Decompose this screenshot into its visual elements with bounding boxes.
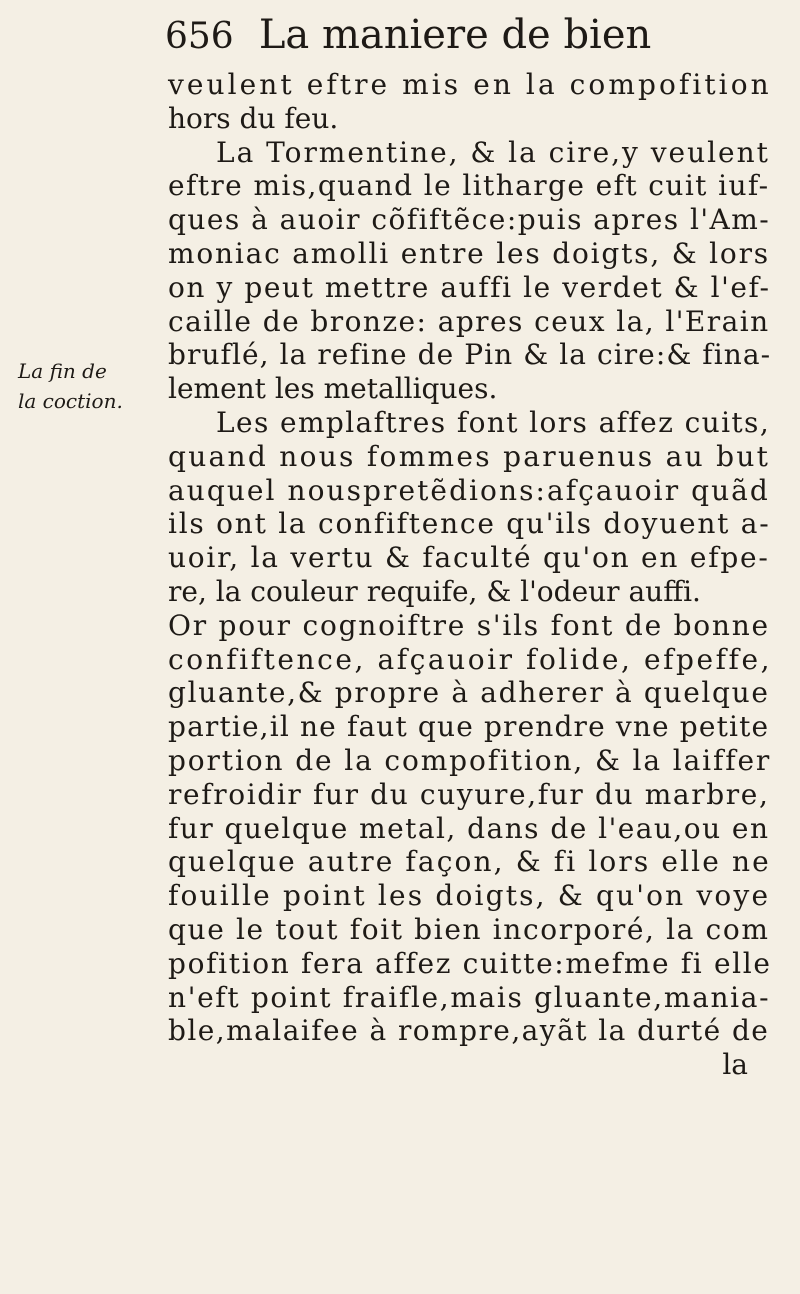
text-line: auquel nouspretẽdions:afçauoir quãd (168, 473, 770, 507)
text-line: pofition fera affez cuitte:mefme fi elle (168, 946, 772, 980)
text-line: caille de bronze: apres ceux la, l'Erain (168, 304, 770, 338)
text-line: fur quelque metal, dans de l'eau,ou en (168, 811, 770, 845)
text-line: gluante,& propre à adherer à quelque (168, 676, 770, 710)
text-line: veulent eftre mis en la compofition (168, 68, 772, 101)
text-line: confiftence, afçauoir folide, efpeffe, (168, 642, 773, 676)
running-title: La maniere de bien (258, 12, 652, 58)
page-number: 656 (165, 16, 234, 57)
text-line: fouille point les doigts, & qu'on voye (168, 879, 771, 913)
catchword: la (722, 1048, 748, 1082)
text-line: eftre mis,quand le litharge eft cuit iuf- (168, 169, 770, 203)
text-line: n'eft point fraifle,mais gluante,mania- (168, 980, 771, 1014)
margin-note (18, 356, 123, 416)
text-line: re, la couleur requife, & l'odeur auffi. (168, 574, 701, 608)
text-line: ils ont la confiftence qu'ils doyuent a- (168, 507, 771, 541)
text-line: on y peut mettre auffi le verdet & l'ef- (168, 270, 771, 304)
text-line: partie,il ne faut que prendre vne petite (168, 710, 770, 744)
text-line: refroidir fur du cuyure,fur du marbre, (168, 777, 770, 811)
text-line: hors du feu. (168, 101, 339, 135)
margin-note-line: la coction. (18, 389, 123, 413)
text-line: Les emplaftres font lors affez cuits, (216, 405, 771, 439)
text-line: moniac amolli entre les doigts, & lors (168, 236, 770, 270)
text-line: uoir, la vertu & faculté qu'on en efpe- (168, 541, 770, 575)
text-line: Or pour cognoiftre s'ils font de bonne (168, 608, 770, 642)
text-line: que le tout foit bien incorporé, la com (168, 912, 770, 946)
text-line: portion de la compofition, & la laiffer (168, 743, 772, 777)
text-line: ble,malaifee à rompre,ayãt la durté de (168, 1014, 770, 1048)
text-line: quand nous fommes paruenus au but (168, 439, 771, 473)
text-line: lement les metalliques. (168, 372, 498, 406)
text-line: ques à auoir cõfiftẽce:puis apres l'Am- (168, 203, 771, 237)
text-line: quelque autre façon, & fi lors elle ne (168, 845, 771, 879)
page-header (165, 12, 651, 64)
body-text (168, 68, 773, 1082)
text-line: La Tormentine, & la cire,y veulent (216, 135, 770, 169)
margin-note-line: La fin de (18, 359, 107, 383)
text-line: bruflé, la refine de Pin & la cire:& fina- (168, 338, 772, 372)
